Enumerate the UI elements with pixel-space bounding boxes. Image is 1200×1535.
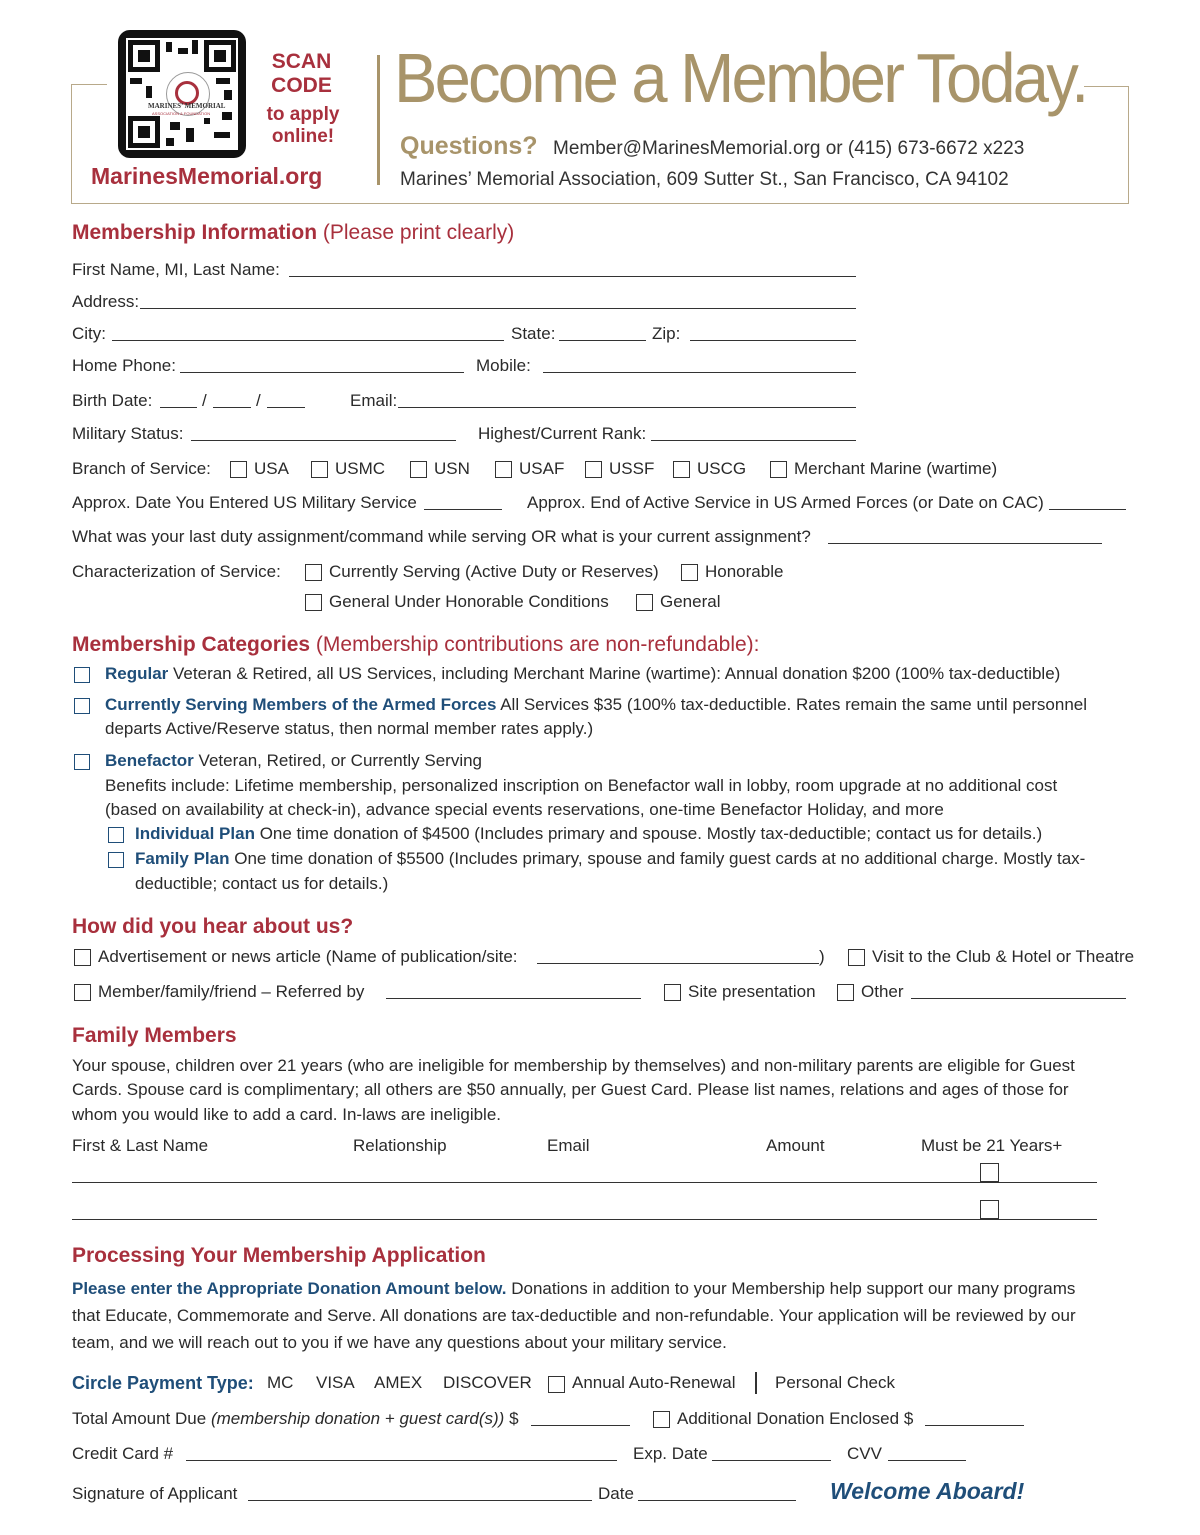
- publication-field[interactable]: [537, 963, 819, 964]
- payment-discover[interactable]: DISCOVER: [443, 1373, 532, 1392]
- exp-date-field[interactable]: [712, 1460, 831, 1461]
- entered-service-field[interactable]: [424, 509, 502, 510]
- benefactor-benefits-line1: Benefits include: Lifetime membership, personalized inscription on Benefactor wall in lobby, room upgrade at no additional cost: [105, 776, 1058, 795]
- auto-renewal-label: Annual Auto-Renewal: [572, 1373, 736, 1392]
- processing-line2: that Educate, Commemorate and Serve. All donations are tax-deductible and non-refundable. Your application will be reviewed by our: [72, 1306, 1076, 1325]
- family-row-1-line[interactable]: [72, 1182, 1097, 1183]
- branch-usa-label: USA: [254, 459, 289, 478]
- characterization-label: Characterization of Service:: [72, 562, 281, 581]
- hear-site-label: Site presentation: [688, 982, 816, 1001]
- referred-by-field[interactable]: [386, 998, 641, 999]
- hear-advertisement-label: Advertisement or news article (Name of publication/site:: [98, 947, 518, 966]
- membership-info-heading: Membership Information (Please print clearly): [72, 221, 515, 244]
- end-service-field[interactable]: [1049, 509, 1126, 510]
- category-checkbox-benefactor[interactable]: [74, 754, 90, 770]
- email-label: Email:: [350, 391, 398, 410]
- state-field[interactable]: [559, 340, 646, 341]
- characterization-general-label: General: [660, 592, 721, 611]
- payment-visa[interactable]: VISA: [316, 1373, 355, 1392]
- zip-field[interactable]: [690, 340, 856, 341]
- characterization-honorable-label: Honorable: [705, 562, 784, 581]
- additional-donation-checkbox[interactable]: [653, 1411, 670, 1428]
- contact-info: Member@MarinesMemorial.org or (415) 673-6672 x223: [553, 138, 1025, 159]
- characterization-currently-serving-label: Currently Serving (Active Duty or Reserves): [329, 562, 659, 581]
- credit-card-field[interactable]: [186, 1460, 617, 1461]
- rank-field[interactable]: [651, 440, 856, 441]
- characterization-checkbox-general[interactable]: [636, 594, 653, 611]
- website-link[interactable]: MarinesMemorial.org: [91, 163, 323, 189]
- birth-year-field[interactable]: [267, 407, 305, 408]
- membership-categories-heading: Membership Categories (Membership contributions are non-refundable):: [72, 633, 760, 656]
- plan-family: Family Plan One time donation of $5500 (Includes primary, spouse and family guest cards at no additional charge. Mostly tax-: [135, 849, 1086, 868]
- association-address: Marines’ Memorial Association, 609 Sutter St., San Francisco, CA 94102: [400, 169, 1009, 190]
- branch-usmc-label: USMC: [335, 459, 386, 478]
- address-label: Address:: [72, 292, 140, 311]
- family-col-amount: Amount: [766, 1136, 825, 1155]
- branch-label: Branch of Service:: [72, 459, 211, 478]
- hear-checkbox-site[interactable]: [664, 984, 681, 1001]
- qr-logo-text: MARINES’ MEMORIAL: [148, 102, 226, 110]
- mobile-label: Mobile:: [476, 356, 531, 375]
- family-row-1-age-checkbox[interactable]: [980, 1163, 999, 1182]
- hear-other-label: Other: [861, 982, 904, 1001]
- total-amount-field[interactable]: [531, 1425, 630, 1426]
- plan-checkbox-family[interactable]: [108, 852, 124, 868]
- characterization-checkbox-general-under-honorable[interactable]: [305, 594, 322, 611]
- city-label: City:: [72, 324, 106, 343]
- date-field[interactable]: [638, 1500, 796, 1501]
- exp-date-label: Exp. Date: [633, 1444, 708, 1463]
- military-status-label: Military Status:: [72, 424, 184, 443]
- characterization-checkbox-currently-serving[interactable]: [305, 564, 322, 581]
- hear-checkbox-referred[interactable]: [74, 984, 91, 1001]
- benefactor-benefits-line2: (based on availability at check-in), advance special events reservations, one-time Benefactor Holiday, and more: [105, 800, 944, 819]
- branch-checkbox-usaf[interactable]: [495, 461, 512, 478]
- home-phone-label: Home Phone:: [72, 356, 176, 375]
- state-label: State:: [511, 324, 556, 343]
- duty-assignment-field[interactable]: [828, 543, 1102, 544]
- hear-checkbox-other[interactable]: [837, 984, 854, 1001]
- category-benefactor: Benefactor Veteran, Retired, or Currently Serving: [105, 751, 483, 770]
- additional-donation-label: Additional Donation Enclosed $: [677, 1409, 914, 1428]
- plan-family-continued: deductible; contact us for details.): [135, 874, 389, 893]
- category-currently-serving: Currently Serving Members of the Armed Forces All Services $35 (100% tax-deductible. Rates remain the same until personnel: [105, 695, 1088, 714]
- rank-label: Highest/Current Rank:: [478, 424, 647, 443]
- plan-checkbox-individual[interactable]: [108, 827, 124, 843]
- family-col-relationship: Relationship: [353, 1136, 447, 1155]
- zip-label: Zip:: [652, 324, 681, 343]
- category-checkbox-currently-serving[interactable]: [74, 698, 90, 714]
- name-label: First Name, MI, Last Name:: [72, 260, 280, 279]
- birth-month-field[interactable]: [160, 407, 197, 408]
- signature-label: Signature of Applicant: [72, 1484, 238, 1503]
- end-service-label: Approx. End of Active Service in US Armed Forces (or Date on CAC): [527, 493, 1044, 512]
- processing-line1: Please enter the Appropriate Donation Amount below. Donations in addition to your Membership help support our many programs: [72, 1279, 1076, 1298]
- family-row-2-line[interactable]: [72, 1219, 1097, 1220]
- date-label: Date: [598, 1484, 634, 1503]
- credit-card-label: Credit Card #: [72, 1444, 174, 1463]
- branch-checkbox-uscg[interactable]: [673, 461, 690, 478]
- processing-heading: Processing Your Membership Application: [72, 1244, 486, 1267]
- branch-usaf-label: USAF: [519, 459, 565, 478]
- family-paragraph-line3: whom you would like to add a card. In-laws are ineligible.: [72, 1105, 502, 1124]
- scan-code-prompt: SCAN CODE: [271, 50, 332, 97]
- branch-usn-label: USN: [434, 459, 470, 478]
- branch-checkbox-usmc[interactable]: [311, 461, 328, 478]
- family-row-2-age-checkbox[interactable]: [980, 1200, 999, 1219]
- hear-about-heading: How did you hear about us?: [72, 915, 354, 938]
- apply-online-prompt: to apply online!: [266, 104, 340, 147]
- city-field[interactable]: [112, 340, 504, 341]
- additional-donation-field[interactable]: [925, 1425, 1024, 1426]
- branch-checkbox-usn[interactable]: [410, 461, 427, 478]
- payment-mc[interactable]: MC: [267, 1373, 294, 1392]
- address-field[interactable]: [140, 308, 856, 309]
- family-col-email: Email: [547, 1136, 590, 1155]
- home-phone-field[interactable]: [180, 372, 464, 373]
- family-paragraph-line1: Your spouse, children over 21 years (who are ineligible for membership by themselves) and non-military parents are eligible for Guest: [72, 1056, 1075, 1075]
- branch-ussf-label: USSF: [609, 459, 655, 478]
- category-currently-serving-continued: departs Active/Reserve status, then normal member rates apply.): [105, 719, 594, 738]
- hear-visit-label: Visit to the Club & Hotel or Theatre: [872, 947, 1135, 966]
- other-field[interactable]: [911, 998, 1126, 999]
- payment-type-label: Circle Payment Type:: [72, 1373, 254, 1393]
- email-field[interactable]: [398, 407, 856, 408]
- branch-merchant-marine-label: Merchant Marine (wartime): [794, 459, 998, 478]
- mobile-field[interactable]: [543, 372, 856, 373]
- payment-amex[interactable]: AMEX: [374, 1373, 423, 1392]
- branch-uscg-label: USCG: [697, 459, 747, 478]
- qr-code[interactable]: [118, 30, 246, 158]
- birth-date-label: Birth Date:: [72, 391, 153, 410]
- characterization-general-under-honorable-label: General Under Honorable Conditions: [329, 592, 609, 611]
- duty-assignment-label: What was your last duty assignment/command while serving OR what is your current assignment?: [72, 527, 811, 546]
- processing-line3: team, and we will reach out to you if we have any questions about your military service.: [72, 1333, 727, 1352]
- page-title: Become a Member Today.: [394, 39, 1087, 117]
- qr-logo-subtext: ASSOCIATION & FOUNDATION: [152, 111, 211, 116]
- branch-checkbox-merchant-marine[interactable]: [770, 461, 787, 478]
- plan-individual: Individual Plan One time donation of $4500 (Includes primary and spouse. Mostly tax-deductible; contact us for details.): [135, 824, 1043, 843]
- birth-day-field[interactable]: [213, 407, 251, 408]
- branch-checkbox-ussf[interactable]: [585, 461, 602, 478]
- signature-field[interactable]: [248, 1500, 592, 1501]
- welcome-aboard: Welcome Aboard!: [830, 1478, 1025, 1504]
- military-status-field[interactable]: [191, 440, 456, 441]
- hear-referred-label: Member/family/friend – Referred by: [98, 982, 365, 1001]
- cvv-field[interactable]: [888, 1460, 966, 1461]
- family-col-age: Must be 21 Years+: [921, 1136, 1063, 1155]
- payment-divider: [755, 1372, 757, 1394]
- family-paragraph-line2: Cards. Spouse card is complimentary; all others are $50 annually, per Guest Card. Please list names, relations and ages of those for: [72, 1080, 1069, 1099]
- branch-checkbox-usa[interactable]: [230, 461, 247, 478]
- category-regular: Regular Veteran & Retired, all US Services, including Merchant Marine (wartime): Annual donation $200 (100% tax-deductible): [105, 664, 1061, 683]
- total-amount-label: Total Amount Due (membership donation + guest card(s)) $: [72, 1409, 519, 1428]
- personal-check[interactable]: Personal Check: [775, 1373, 896, 1392]
- entered-service-label: Approx. Date You Entered US Military Service: [72, 493, 417, 512]
- auto-renewal-checkbox[interactable]: [548, 1376, 565, 1393]
- name-field[interactable]: [289, 276, 856, 277]
- family-col-name: First & Last Name: [72, 1136, 209, 1155]
- hear-checkbox-advertisement[interactable]: [74, 949, 91, 966]
- questions-label: Questions?: [400, 132, 538, 160]
- category-checkbox-regular[interactable]: [74, 667, 90, 683]
- hear-checkbox-visit[interactable]: [848, 949, 865, 966]
- cvv-label: CVV: [847, 1444, 882, 1463]
- characterization-checkbox-honorable[interactable]: [681, 564, 698, 581]
- family-members-heading: Family Members: [72, 1024, 237, 1047]
